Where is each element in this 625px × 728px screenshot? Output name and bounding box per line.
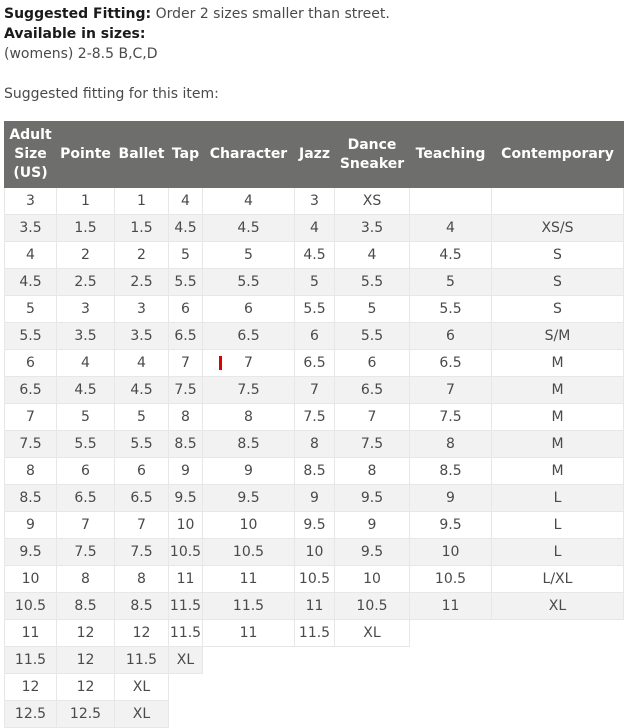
table-cell: 10.5	[169, 539, 203, 566]
table-cell: 12	[57, 674, 115, 701]
table-cell: 5.5	[57, 431, 115, 458]
table-cell: 8.5	[57, 593, 115, 620]
table-cell: XL	[115, 701, 169, 728]
table-cell: 7	[169, 350, 203, 377]
table-cell: L	[492, 512, 624, 539]
table-cell: 6.5	[5, 377, 57, 404]
table-row	[5, 512, 624, 539]
table-cell: 3.5	[335, 215, 410, 242]
empty-cell	[410, 674, 492, 701]
table-cell: 10.5	[410, 566, 492, 593]
table-cell: 4	[57, 350, 115, 377]
table-cell: 8.5	[410, 458, 492, 485]
table-cell: 11.5	[203, 593, 295, 620]
empty-cell	[492, 620, 624, 647]
table-cell: 4	[203, 188, 295, 215]
table-cell: 4.5	[295, 242, 335, 269]
table-cell: 8.5	[5, 485, 57, 512]
table-cell: L	[492, 539, 624, 566]
empty-cell	[203, 701, 295, 728]
table-cell: 9	[335, 512, 410, 539]
table-cell: 11.5	[169, 593, 203, 620]
table-cell: 5.5	[169, 269, 203, 296]
table-cell: 3.5	[115, 323, 169, 350]
table-cell: 4.5	[410, 242, 492, 269]
table-cell: 5.5	[5, 323, 57, 350]
table-cell: 12	[57, 647, 115, 674]
table-row	[5, 701, 624, 728]
table-cell	[492, 188, 624, 215]
empty-cell	[492, 701, 624, 728]
table-cell: 9	[169, 458, 203, 485]
table-row	[5, 350, 624, 377]
table-row	[5, 539, 624, 566]
table-cell: 1.5	[57, 215, 115, 242]
table-cell: 8.5	[115, 593, 169, 620]
table-cell: 6	[335, 350, 410, 377]
table-cell: 5	[5, 296, 57, 323]
table-cell: 11	[5, 620, 57, 647]
table-cell: 9	[5, 512, 57, 539]
table-cell: 12	[115, 620, 169, 647]
table-cell: S/M	[492, 323, 624, 350]
table-cell: 2	[57, 242, 115, 269]
table-cell: 6	[410, 323, 492, 350]
table-cell: 3	[295, 188, 335, 215]
column-header: Adult Size (US)	[5, 122, 57, 188]
fitting-line	[4, 4, 625, 24]
table-cell: 6	[115, 458, 169, 485]
table-caption: Suggested fitting for this item:	[4, 86, 219, 102]
table-row	[5, 269, 624, 296]
empty-cell	[410, 701, 492, 728]
table-cell: 7.5	[169, 377, 203, 404]
table-cell: L/XL	[492, 566, 624, 593]
table-cell: 5.5	[410, 296, 492, 323]
table-cell: XL	[492, 593, 624, 620]
table-cell: 2	[115, 242, 169, 269]
table-cell: 4	[169, 188, 203, 215]
table-cell: 11	[410, 593, 492, 620]
table-cell: XL	[115, 674, 169, 701]
column-header: Teaching	[410, 122, 492, 188]
table-cell: 6	[5, 350, 57, 377]
table-cell: 8	[335, 458, 410, 485]
table-cell: 10	[5, 566, 57, 593]
table-cell: 10.5	[295, 566, 335, 593]
table-cell: 3	[115, 296, 169, 323]
table-cell: S	[492, 296, 624, 323]
table-cell: 4.5	[203, 215, 295, 242]
table-cell: 3.5	[5, 215, 57, 242]
table-cell: 10	[169, 512, 203, 539]
table-cell: 7.5	[410, 404, 492, 431]
table-row	[5, 431, 624, 458]
table-cell: M	[492, 458, 624, 485]
table-cell: 5.5	[335, 323, 410, 350]
table-cell: 5.5	[115, 431, 169, 458]
fitting-label: Suggested Fitting:	[4, 6, 152, 22]
column-header: Pointe	[57, 122, 115, 188]
table-cell: 2.5	[115, 269, 169, 296]
table-cell: 4.5	[169, 215, 203, 242]
table-cell: 9.5	[295, 512, 335, 539]
table-cell: 5.5	[203, 269, 295, 296]
table-cell: 3	[5, 188, 57, 215]
size-chart-table	[4, 121, 624, 728]
table-body	[5, 188, 624, 728]
table-cell: 11.5	[5, 647, 57, 674]
empty-cell	[203, 674, 295, 701]
table-cell: 4.5	[57, 377, 115, 404]
table-cell: 6	[295, 323, 335, 350]
empty-cell	[203, 647, 295, 674]
table-cell: 10.5	[203, 539, 295, 566]
table-cell: 9.5	[5, 539, 57, 566]
table-cell: 5	[57, 404, 115, 431]
table-cell: 6.5	[335, 377, 410, 404]
table-cell: 12.5	[57, 701, 115, 728]
table-cell: XL	[335, 620, 410, 647]
table-cell: 4	[295, 215, 335, 242]
table-row	[5, 485, 624, 512]
table-cell: 6.5	[169, 323, 203, 350]
table-cell: 4.5	[5, 269, 57, 296]
column-header: Jazz	[295, 122, 335, 188]
table-cell: 7	[115, 512, 169, 539]
table-cell: 6.5	[57, 485, 115, 512]
table-cell: 8	[115, 566, 169, 593]
column-header: Character	[203, 122, 295, 188]
available-label: Available in sizes:	[4, 26, 146, 42]
table-cell: 11	[169, 566, 203, 593]
table-cell: 1.5	[115, 215, 169, 242]
table-cell: M	[492, 377, 624, 404]
table-cell	[410, 188, 492, 215]
table-row	[5, 296, 624, 323]
table-cell: 7.5	[5, 431, 57, 458]
table-cell: 11.5	[169, 620, 203, 647]
table-cell: 4	[5, 242, 57, 269]
column-header: Contemporary	[492, 122, 624, 188]
table-cell: 5	[115, 404, 169, 431]
table-cell: 6.5	[203, 323, 295, 350]
table-cell: 12	[57, 620, 115, 647]
table-cell: 9	[295, 485, 335, 512]
table-cell: XS	[335, 188, 410, 215]
column-header: Tap	[169, 122, 203, 188]
table-cell: 4.5	[115, 377, 169, 404]
empty-cell	[335, 647, 410, 674]
table-cell: 8	[5, 458, 57, 485]
spacer	[4, 64, 625, 84]
table-cell: 5	[410, 269, 492, 296]
table-row	[5, 188, 624, 215]
empty-cell	[295, 674, 335, 701]
table-cell: XS/S	[492, 215, 624, 242]
available-text: (womens) 2-8.5 B,C,D	[4, 46, 158, 62]
empty-cell	[295, 701, 335, 728]
table-cell: 11	[203, 620, 295, 647]
table-cell: 6.5	[115, 485, 169, 512]
table-cell: 5	[295, 269, 335, 296]
table-cell: 8	[169, 404, 203, 431]
table-cell: 9.5	[169, 485, 203, 512]
table-cell: 5	[169, 242, 203, 269]
table-cell: 7.5	[57, 539, 115, 566]
empty-cell	[169, 701, 203, 728]
table-cell: M	[492, 350, 624, 377]
table-cell: L	[492, 485, 624, 512]
table-row	[5, 647, 624, 674]
table-cell: 10	[203, 512, 295, 539]
table-cell: 4	[335, 242, 410, 269]
table-header-row	[5, 122, 624, 188]
table-cell: 10	[335, 566, 410, 593]
table-cell: S	[492, 242, 624, 269]
table-cell: 6.5	[410, 350, 492, 377]
cursor-marker	[219, 356, 222, 370]
table-row	[5, 593, 624, 620]
table-cell: 7.5	[115, 539, 169, 566]
table-cell: 9.5	[203, 485, 295, 512]
table-cell: 4	[410, 215, 492, 242]
table-cell: 8	[203, 404, 295, 431]
empty-cell	[410, 647, 492, 674]
table-cell: M	[492, 404, 624, 431]
table-cell: 10.5	[5, 593, 57, 620]
table-cell: 9.5	[335, 539, 410, 566]
table-cell: 7	[5, 404, 57, 431]
table-cell: 9.5	[335, 485, 410, 512]
table-cell: 11.5	[295, 620, 335, 647]
table-cell: 10	[410, 539, 492, 566]
table-cell: M	[492, 431, 624, 458]
table-cell: 5	[203, 242, 295, 269]
table-cell: 10.5	[335, 593, 410, 620]
table-cell: 7	[295, 377, 335, 404]
table-cell: S	[492, 269, 624, 296]
table-row	[5, 242, 624, 269]
table-cell: 12	[5, 674, 57, 701]
table-cell: 11	[203, 566, 295, 593]
column-header: Dance Sneaker	[335, 122, 410, 188]
table-cell: 7.5	[335, 431, 410, 458]
table-row	[5, 323, 624, 350]
table-row	[5, 215, 624, 242]
table-row	[5, 674, 624, 701]
table-cell: 4	[115, 350, 169, 377]
table-cell: 8.5	[203, 431, 295, 458]
empty-cell	[492, 647, 624, 674]
table-cell: 6	[203, 296, 295, 323]
empty-cell	[335, 701, 410, 728]
empty-cell	[492, 674, 624, 701]
table-cell: 3	[57, 296, 115, 323]
table-cell: 11	[295, 593, 335, 620]
table-cell: 8	[57, 566, 115, 593]
column-header: Ballet	[115, 122, 169, 188]
table-cell: XL	[169, 647, 203, 674]
table-cell: 1	[115, 188, 169, 215]
table-cell: 8.5	[295, 458, 335, 485]
table-cell: 9	[410, 485, 492, 512]
table-row	[5, 377, 624, 404]
table-cell: 1	[57, 188, 115, 215]
table-cell: 6	[169, 296, 203, 323]
table-cell: 6	[57, 458, 115, 485]
table-cell: 10	[295, 539, 335, 566]
table-cell: 8	[410, 431, 492, 458]
table-cell: 7	[410, 377, 492, 404]
table-cell: 5	[335, 296, 410, 323]
table-cell: 11.5	[115, 647, 169, 674]
table-cell: 6.5	[295, 350, 335, 377]
empty-cell	[335, 674, 410, 701]
table-cell: 8	[295, 431, 335, 458]
table-cell: 7.5	[295, 404, 335, 431]
empty-cell	[295, 647, 335, 674]
table-row	[5, 566, 624, 593]
table-cell: 5.5	[335, 269, 410, 296]
fitting-text: Order 2 sizes smaller than street.	[151, 6, 390, 22]
table-cell: 7	[57, 512, 115, 539]
table-cell: 12.5	[5, 701, 57, 728]
table-row	[5, 458, 624, 485]
table-cell: 7.5	[203, 377, 295, 404]
table-cell: 5.5	[295, 296, 335, 323]
table-cell	[203, 350, 295, 377]
table-cell-text: 7	[244, 355, 253, 371]
empty-cell	[169, 674, 203, 701]
table-cell: 8.5	[169, 431, 203, 458]
table-row	[5, 404, 624, 431]
table-cell: 2.5	[57, 269, 115, 296]
table-cell: 3.5	[57, 323, 115, 350]
table-cell: 9	[203, 458, 295, 485]
table-cell: 7	[335, 404, 410, 431]
table-row	[5, 620, 624, 647]
table-cell: 9.5	[410, 512, 492, 539]
empty-cell	[410, 620, 492, 647]
